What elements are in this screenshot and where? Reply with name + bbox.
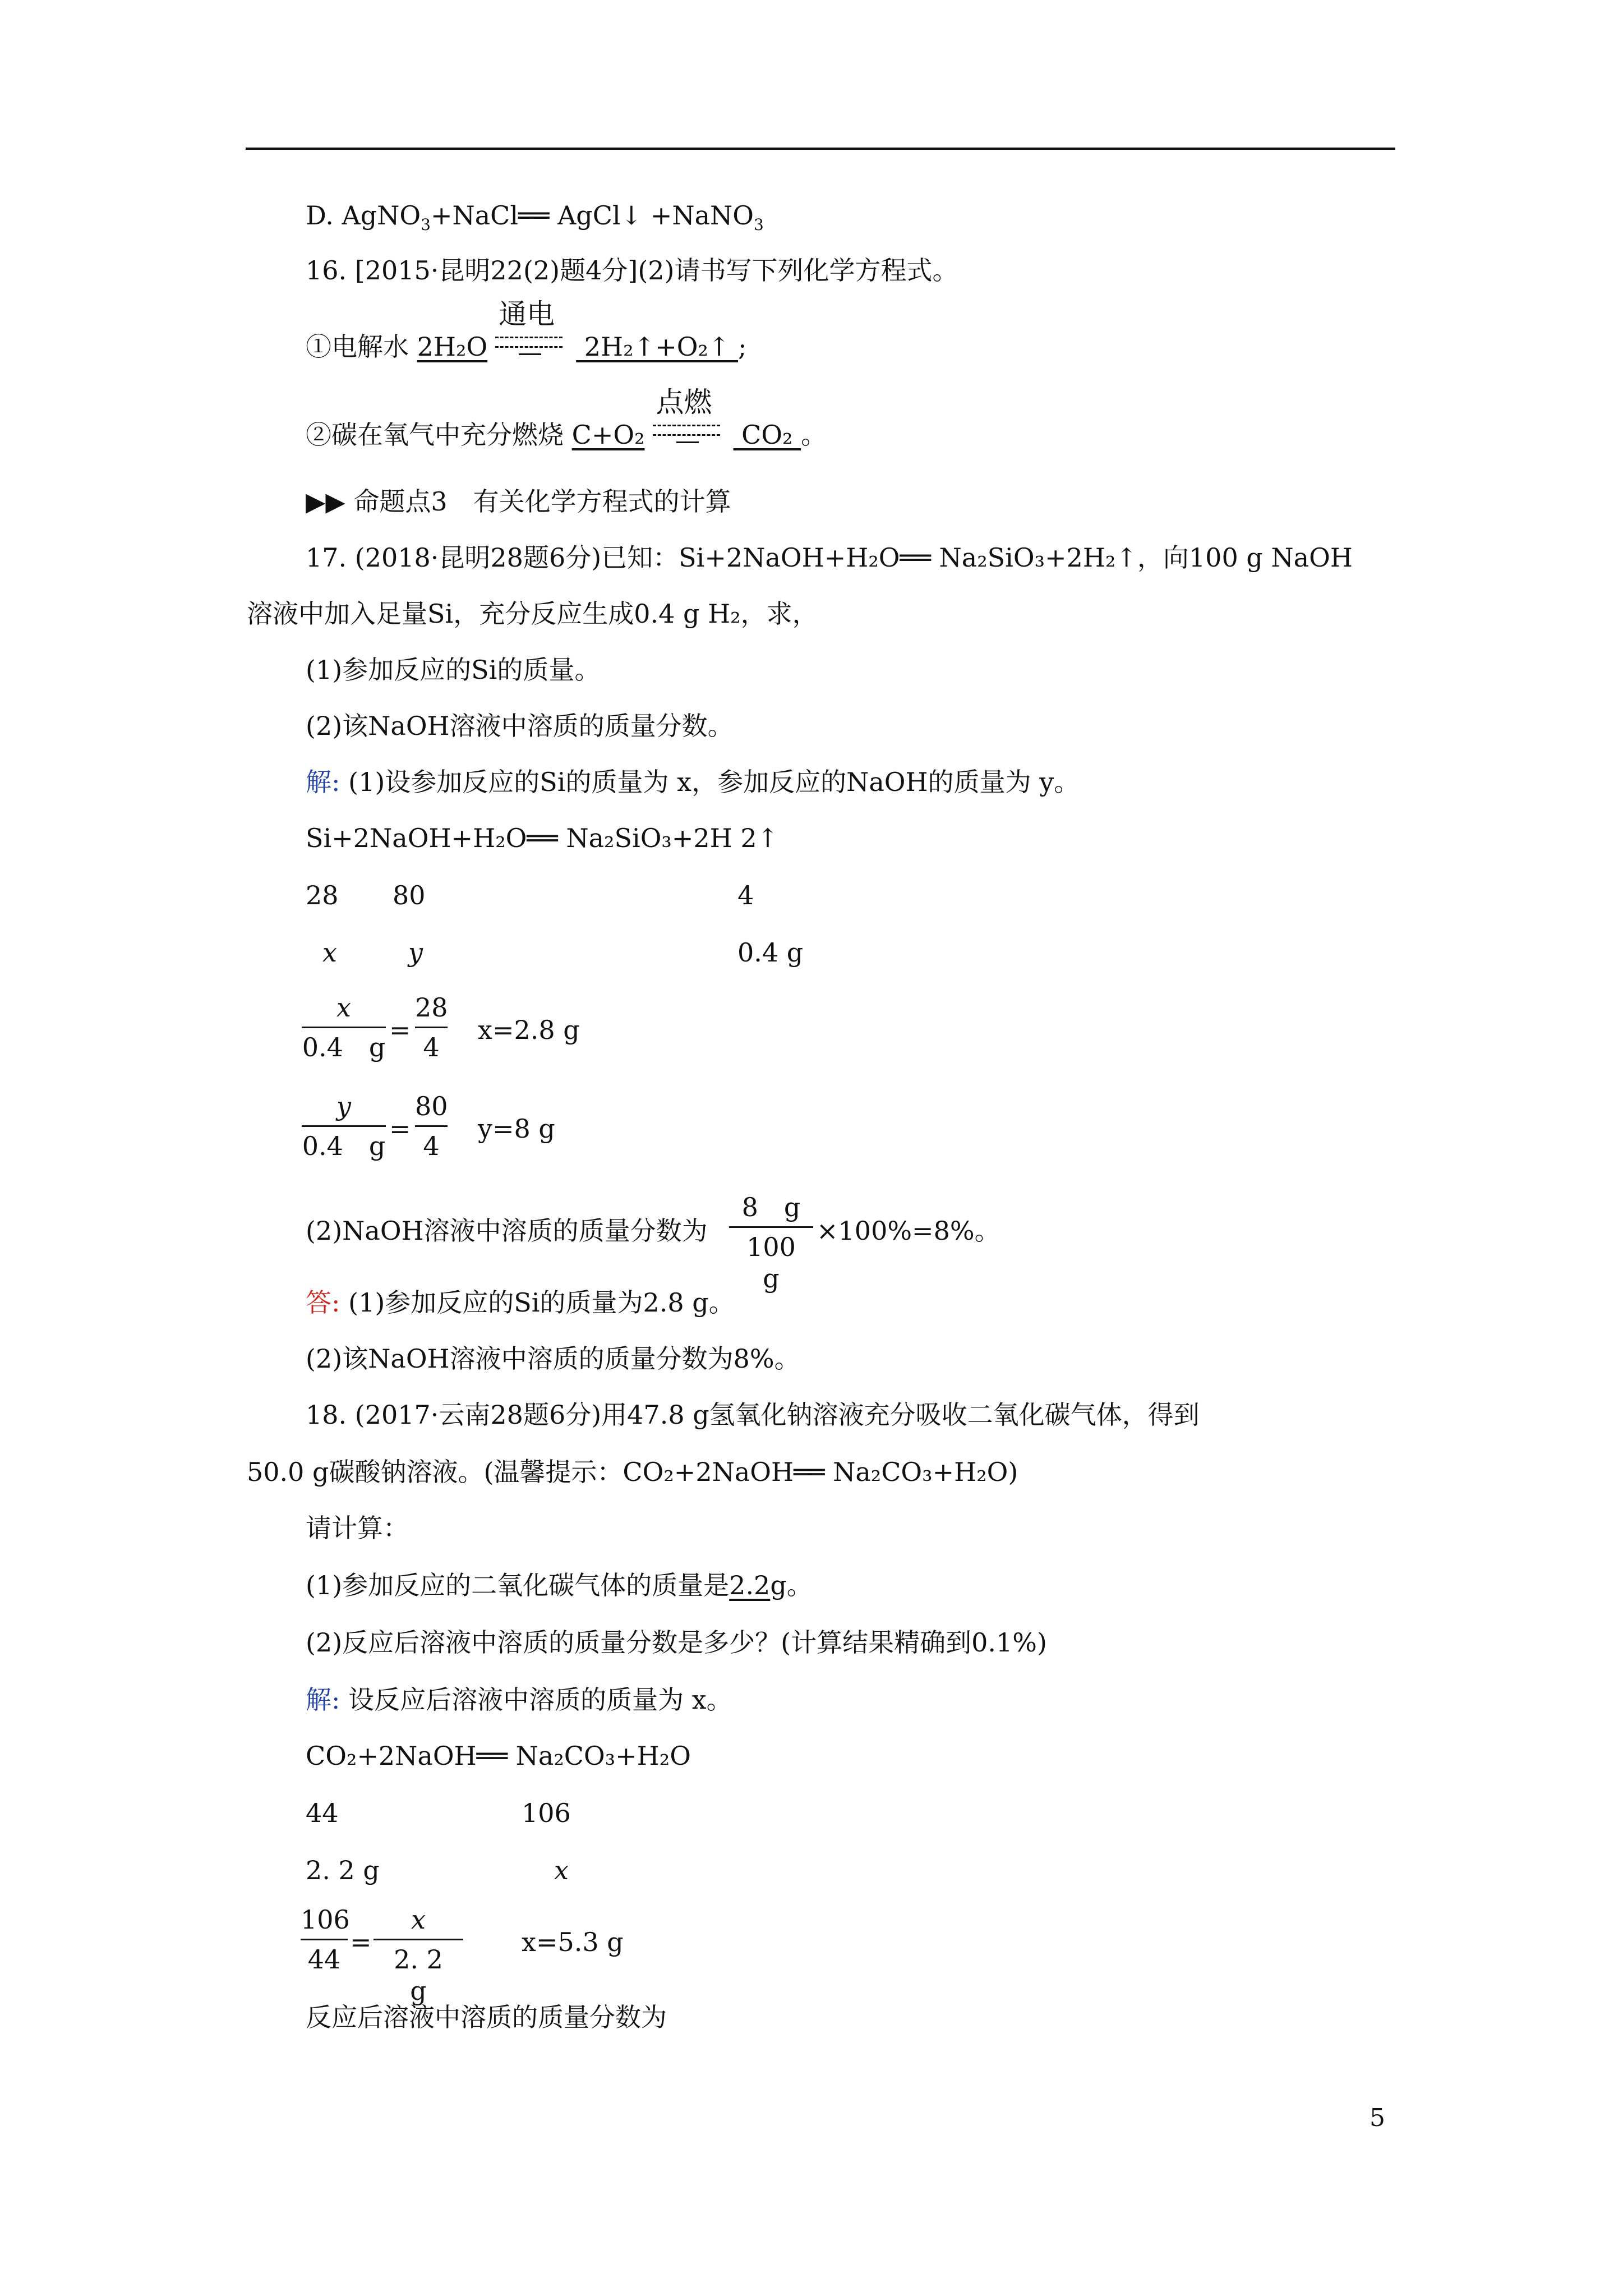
subscript: 3 xyxy=(421,215,431,234)
fraction xyxy=(302,992,386,1063)
equals-mark xyxy=(519,353,541,355)
var-y: y xyxy=(408,937,423,968)
fraction-bar xyxy=(301,1939,348,1940)
fraction-bar xyxy=(302,1027,386,1028)
answer-blank: 2H₂O xyxy=(417,332,488,362)
fraction-bar xyxy=(729,1226,813,1228)
q17-answer1 xyxy=(306,1286,735,1319)
fraction-numerator: x xyxy=(336,992,351,1023)
q16-line2-label: ②碳在氧气中充分燃烧 xyxy=(306,420,572,450)
q18-part2: (2)反应后溶液中溶质的质量分数是多少？(计算结果精确到0.1%) xyxy=(306,1627,1047,1658)
mass-h2: 0.4 g xyxy=(737,937,804,968)
molar-mass-co2: 44 xyxy=(306,1798,339,1828)
fraction-bar xyxy=(415,1027,448,1028)
fraction-numerator: 28 xyxy=(415,992,448,1023)
var-x: x xyxy=(322,937,337,968)
q16-heading: 16. [2015·昆明22(2)题4分](2)请书写下列化学方程式。 xyxy=(306,255,958,286)
option-d-part: +NaCl══ AgCl↓ +NaNO xyxy=(430,200,754,231)
molar-mass-na2co3: 106 xyxy=(522,1798,571,1828)
punct: ; xyxy=(738,332,747,362)
fraction-denominator: 100 g xyxy=(746,1232,822,1294)
molar-mass-si: 28 xyxy=(306,880,339,910)
equals: = xyxy=(389,1114,411,1144)
q16-line1 xyxy=(306,298,747,366)
answer-text: (1)参加反应的Si的质量为2.8 g。 xyxy=(340,1287,735,1318)
q17-solution-intro xyxy=(306,765,1080,799)
equals-sign xyxy=(495,337,562,348)
q18-prompt: 请计算： xyxy=(306,1513,409,1543)
fraction xyxy=(415,1091,448,1162)
subscript: 3 xyxy=(754,215,764,234)
q17-heading-cont: 溶液中加入足量Si，充分反应生成0.4 g H₂，求， xyxy=(247,599,818,629)
q17-answer2: (2)该NaOH溶液中溶质的质量分数为8%。 xyxy=(306,1343,800,1374)
answer-label: 答: xyxy=(306,1287,340,1318)
fraction-bar xyxy=(302,1125,386,1127)
fraction-bar xyxy=(374,1939,463,1940)
result-x: x=5.3 g xyxy=(522,1927,624,1957)
solution-label: 解: xyxy=(306,767,340,797)
fraction xyxy=(415,992,448,1063)
q18-solution-intro xyxy=(306,1683,732,1717)
fraction-numerator: 80 xyxy=(415,1091,448,1121)
q17-part2-calc: (2)NaOH溶液中溶质的质量分数为 xyxy=(306,1216,708,1246)
condition-label: 点燃 xyxy=(656,386,712,418)
q17-part2-result: ×100%=8%。 xyxy=(817,1216,1000,1246)
q18-equation: CO₂+2NaOH══ Na₂CO₃+H₂O xyxy=(306,1741,691,1771)
fraction-numerator: x xyxy=(411,1904,426,1935)
q16-line1-label: ①电解水 xyxy=(306,332,417,362)
option-d xyxy=(306,199,764,232)
header-rule xyxy=(246,148,1395,150)
fraction xyxy=(302,1091,386,1162)
result-y: y=8 g xyxy=(478,1114,555,1144)
equals-mark xyxy=(676,441,699,443)
q17-equation: Si+2NaOH+H₂O══ Na₂SiO₃+2H 2↑ xyxy=(306,823,779,853)
unit: g。 xyxy=(770,1570,813,1600)
q18-heading: 18. (2017·云南28题6分)用47.8 g氢氧化钠溶液充分吸收二氧化碳气体，得到 xyxy=(306,1400,1200,1430)
fraction-numerator: 106 xyxy=(301,1904,350,1935)
fraction xyxy=(374,1904,469,2007)
answer-blank: 2H₂↑+O₂↑ xyxy=(576,332,739,362)
section-heading: ▶▶ 命题点3 有关化学方程式的计算 xyxy=(306,486,731,517)
condition-label: 通电 xyxy=(499,298,555,330)
page-number: 5 xyxy=(1370,2104,1385,2132)
molar-mass-naoh: 80 xyxy=(393,880,426,910)
mass-co2: 2. 2 g xyxy=(306,1855,380,1885)
reaction-condition xyxy=(653,386,726,454)
fraction-numerator: 8 g xyxy=(741,1192,801,1222)
punct: 。 xyxy=(801,420,827,450)
solution-label: 解: xyxy=(306,1685,340,1715)
equals: = xyxy=(389,1015,411,1045)
q18-heading-cont: 50.0 g碳酸钠溶液。(温馨提示：CO₂+2NaOH══ Na₂CO₃+H₂O) xyxy=(247,1457,1018,1487)
q17-heading: 17. (2018·昆明28题6分)已知：Si+2NaOH+H₂O══ Na₂SiO₃+2H₂↑，向100 g NaOH xyxy=(306,542,1353,573)
solution-text: (1)设参加反应的Si的质量为 x，参加反应的NaOH的质量为 y。 xyxy=(340,767,1080,797)
fraction-denominator: 4 xyxy=(423,1032,440,1062)
solution-text: 设反应后溶液中溶质的质量为 x。 xyxy=(340,1685,732,1715)
q16-line2 xyxy=(306,386,827,454)
answer-blank: 2.2 xyxy=(729,1570,771,1600)
fraction-numerator: y xyxy=(336,1091,351,1121)
fraction-denominator: 44 xyxy=(307,1944,341,1975)
reaction-condition xyxy=(495,298,568,366)
result-x: x=2.8 g xyxy=(478,1015,580,1045)
fraction xyxy=(729,1191,822,1294)
q18-part1-text: (1)参加反应的二氧化碳气体的质量是 xyxy=(306,1570,730,1600)
q17-part2: (2)该NaOH溶液中溶质的质量分数。 xyxy=(306,711,734,741)
fraction-denominator: 0.4 g xyxy=(302,1131,386,1161)
answer-blank: C+O₂ xyxy=(571,420,645,450)
fraction-bar xyxy=(415,1125,448,1127)
answer-blank: CO₂ xyxy=(733,420,801,450)
q17-part1: (1)参加反应的Si的质量。 xyxy=(306,655,601,685)
molar-mass-h2: 4 xyxy=(737,880,754,910)
q18-final-line: 反应后溶液中溶质的质量分数为 xyxy=(306,2002,667,2032)
fraction-denominator: 4 xyxy=(423,1131,440,1161)
fraction xyxy=(301,1904,348,1975)
equals: = xyxy=(350,1927,372,1957)
var-x: x xyxy=(554,1855,569,1885)
fraction-denominator: 0.4 g xyxy=(302,1032,386,1062)
fraction-denominator: 2. 2 g xyxy=(394,1944,469,2006)
option-d-part: D. AgNO xyxy=(306,200,421,231)
q18-part1 xyxy=(306,1568,813,1602)
equals-sign xyxy=(653,425,720,436)
